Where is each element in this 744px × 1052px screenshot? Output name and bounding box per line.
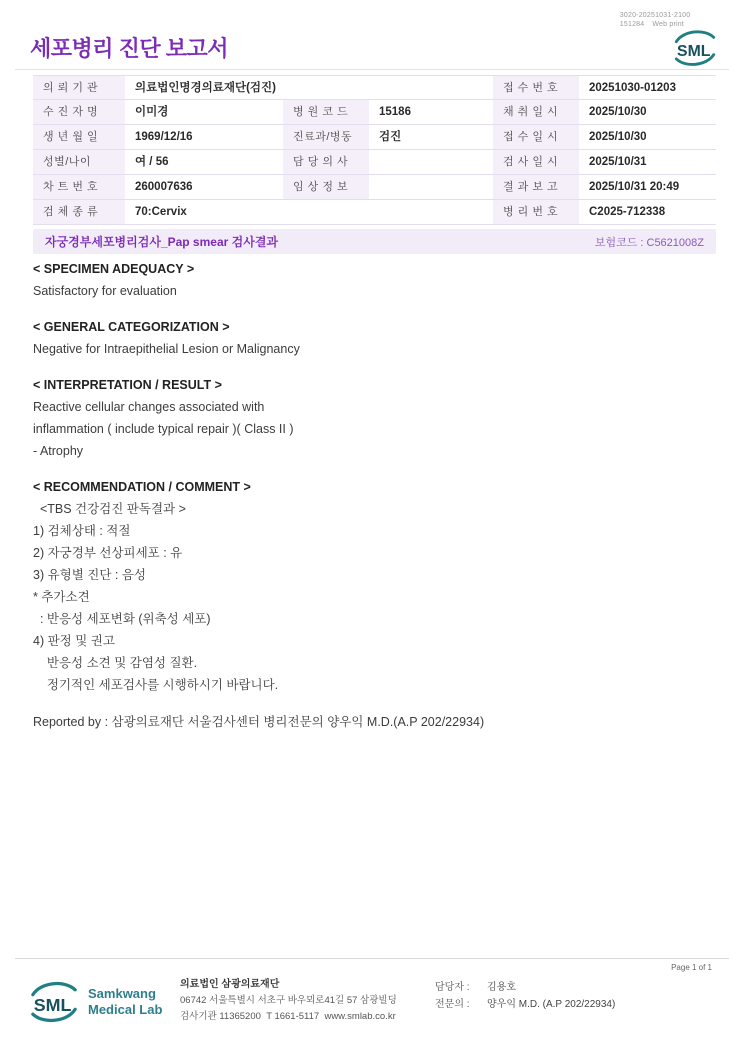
value-hospital-code: 15186 (379, 106, 411, 118)
section-line: Satisfactory for evaluation (33, 284, 177, 298)
table-row (33, 125, 716, 150)
specialist-label: 전문의 : (435, 999, 470, 1010)
page-title: 세포병리 진단 보고서 (30, 36, 228, 61)
org-info (180, 977, 397, 1025)
section-line: inflammation ( include typical repair )( Class II ) (33, 422, 294, 436)
test-title-banner (33, 229, 716, 254)
value-reception-no: 20251030-01203 (589, 82, 676, 94)
footer (0, 955, 744, 1052)
section-heading: < INTERPRETATION / RESULT > (33, 378, 222, 392)
value-clinical-info (369, 175, 493, 199)
lab-name-line1: Samkwang (88, 986, 156, 1001)
footer-logo (28, 979, 162, 1025)
value-receipt-date: 2025/10/30 (589, 131, 647, 143)
section-line: <TBS 건강검진 판독결과 > (33, 502, 186, 516)
print-type: Web print (652, 21, 684, 28)
org-address: 06742 서울특별시 서초구 바우뫼로41길 57 삼광빌딩 (180, 995, 397, 1006)
test-title: 자궁경부세포병리검사_Pap smear 검사결과 (45, 235, 279, 249)
patient-info-table (33, 75, 716, 225)
label-department: 진료과/병동 (283, 125, 369, 149)
personnel-info (435, 979, 615, 1013)
lab-name-line2: Medical Lab (88, 1002, 163, 1017)
print-code: 3020-20251031-2100 (619, 12, 691, 19)
print-number: 151284 (619, 21, 645, 28)
section-line: 4) 판정 및 권고 (33, 634, 115, 648)
section-recommendation-comment (33, 476, 693, 696)
section-line: * 추가소견 (33, 590, 90, 604)
report-body (33, 258, 693, 733)
specialist-row (435, 996, 615, 1013)
org-contact: 검사기관 11365200 T 1661-5117 www.smlab.co.kr (180, 1011, 396, 1022)
section-line: Reactive cellular changes associated with (33, 400, 265, 414)
section-line: - Atrophy (33, 444, 84, 458)
label-chart-no: 차 트 번 호 (33, 175, 125, 199)
page-number: Page 1 of 1 (671, 963, 712, 972)
sml-logo-icon (28, 979, 80, 1025)
section-heading: < GENERAL CATEGORIZATION > (33, 320, 230, 334)
section-line: 2) 자궁경부 선상피세포 : 유 (33, 546, 183, 560)
value-collect-date: 2025/10/30 (589, 106, 647, 118)
section-line: : 반응성 세포변화 (위축성 세포) (33, 612, 211, 626)
table-row (33, 100, 716, 125)
label-receipt-date: 접 수 일 시 (493, 125, 579, 149)
section-heading: < SPECIMEN ADEQUACY > (33, 262, 195, 276)
label-reception-no: 접 수 번 호 (493, 76, 579, 99)
header-divider (15, 69, 729, 70)
value-sex-age: 여 / 56 (135, 156, 169, 168)
label-sex-age: 성별/나이 (33, 150, 125, 174)
reported-by: Reported by : 삼광의료재단 서울검사센터 병리전문의 양우익 M.D.(A.P 202/22934) (33, 715, 485, 729)
org-name: 의료법인 삼광의료재단 (180, 979, 280, 990)
manager-name: 김용호 (487, 982, 516, 993)
value-department: 검진 (379, 131, 402, 143)
label-specimen-type: 검 체 종 류 (33, 200, 125, 224)
label-test-date: 검 사 일 시 (493, 150, 579, 174)
label-doctor: 담 당 의 사 (283, 150, 369, 174)
label-patient-name: 수 진 자 명 (33, 100, 125, 124)
table-row (33, 150, 716, 175)
value-pathology-no: C2025-712338 (589, 206, 666, 218)
footer-divider (15, 958, 729, 959)
section-line: 3) 유형별 진단 : 음성 (33, 568, 147, 582)
value-requesting-org: 의료법인명경의료재단(검진) (135, 82, 276, 94)
value-doctor (369, 150, 493, 174)
label-collect-date: 채 취 일 시 (493, 100, 579, 124)
insurance-code: 보험코드 : C5621008Z (594, 236, 704, 249)
section-line: 1) 검체상태 : 적절 (33, 524, 131, 538)
manager-row (435, 979, 615, 996)
section-line: Negative for Intraepithelial Lesion or Malignancy (33, 342, 300, 356)
sml-logo-icon (672, 28, 718, 68)
label-requesting-org: 의 뢰 기 관 (33, 76, 125, 99)
label-birth-date: 생 년 월 일 (33, 125, 125, 149)
label-result-report: 결 과 보 고 (493, 175, 579, 199)
value-specimen-type: 70:Cervix (135, 206, 187, 218)
label-hospital-code: 병 원 코 드 (283, 100, 369, 124)
specialist-name: 양우익 M.D. (A.P 202/22934) (487, 999, 616, 1010)
section-line: 정기적인 세포검사를 시행하시기 바랍니다. (33, 678, 279, 692)
value-birth-date: 1969/12/16 (135, 131, 193, 143)
label-pathology-no: 병 리 번 호 (493, 200, 579, 224)
table-row (33, 75, 716, 100)
section-general-categorization (33, 316, 693, 360)
section-line: 반응성 소견 및 감염성 질환. (33, 656, 198, 670)
print-info (620, 11, 692, 29)
lab-name (88, 986, 162, 1018)
table-row (33, 200, 716, 225)
label-clinical-info: 임 상 정 보 (283, 175, 369, 199)
section-heading: < RECOMMENDATION / COMMENT > (33, 480, 251, 494)
svg-text:SML: SML (677, 43, 711, 61)
svg-text:SML: SML (33, 994, 72, 1015)
manager-label: 담당자 : (435, 982, 470, 993)
value-patient-name: 이미경 (135, 106, 169, 118)
value-result-report: 2025/10/31 20:49 (589, 181, 680, 193)
table-row (33, 175, 716, 200)
value-test-date: 2025/10/31 (589, 156, 647, 168)
section-interpretation-result (33, 374, 693, 462)
value-chart-no: 260007636 (135, 181, 193, 193)
section-specimen-adequacy (33, 258, 693, 302)
